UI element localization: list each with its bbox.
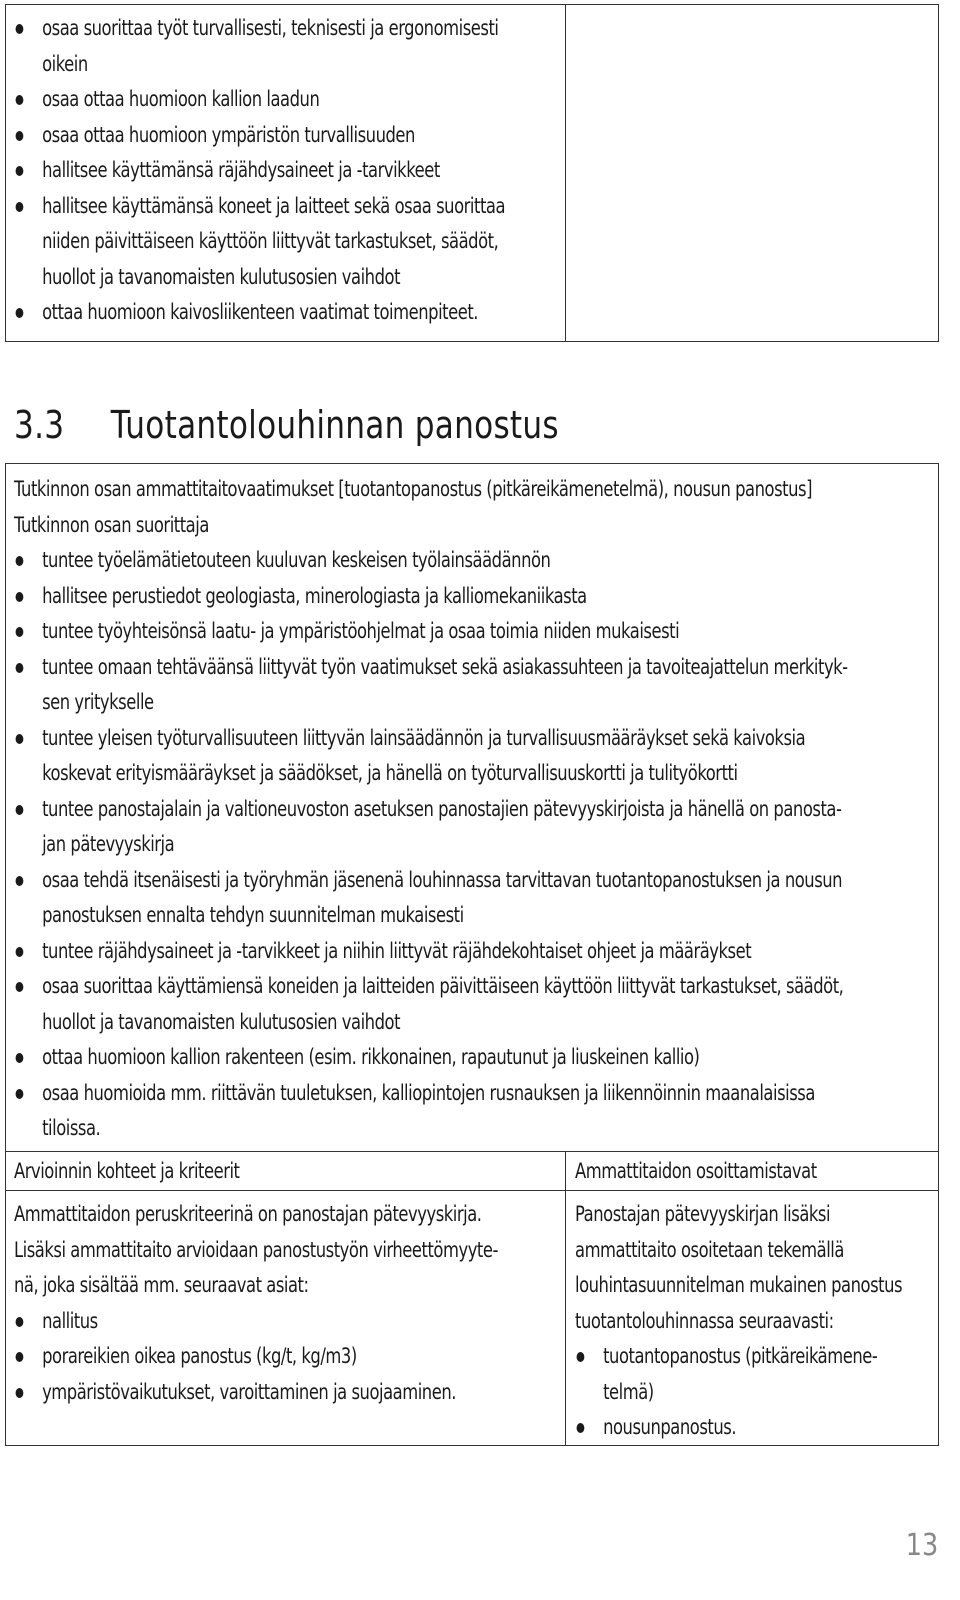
list-item-line: ottaa huomioon kaivosliikenteen vaatimat toimenpiteet. <box>42 300 479 324</box>
criteria-item <box>14 1375 498 1411</box>
list-item-line: ottaa huomioon kallion rakenteen (esim. rikkonainen, rapautunut ja liuskeinen kallio) <box>42 1045 700 1069</box>
top-list-item <box>14 118 505 154</box>
requirement-item <box>14 863 848 934</box>
text-line: Lisäksi ammattitaito arvioidaan panostustyön virheettömyyte- <box>14 1237 498 1262</box>
top-list-item <box>14 82 505 118</box>
main-table-row-divider-2 <box>5 1190 939 1191</box>
top-list-block <box>14 11 505 331</box>
list-item-line: osaa ottaa huomioon kallion laadun <box>42 87 320 111</box>
list-item-line: osaa ottaa huomioon ympäristön turvallisuuden <box>42 122 415 147</box>
requirement-item <box>14 1040 848 1076</box>
text-line: louhintasuunnitelman mukainen panostus <box>575 1273 903 1297</box>
bullet-icon <box>16 1089 24 1099</box>
bullet-icon <box>16 805 24 815</box>
bullet-icon <box>16 166 24 176</box>
list-item-line: tuntee työelämätietouteen kuuluvan keskeisen työlainsäädännön <box>42 548 551 572</box>
list-item-line: tuntee yleisen työturvallisuuteen liittyvän lainsäädännön ja turvallisuusmääräykset sekä kaivoksia <box>42 725 806 750</box>
criteria-item <box>14 1304 498 1340</box>
list-item-line: panostuksen ennalta tehdyn suunnitelman mukaisesti <box>42 903 464 927</box>
list-item-line: jan pätevyyskirja <box>42 832 175 856</box>
list-item-line: niiden päivittäiseen käyttöön liittyvät tarkastukset, säädöt, <box>42 229 499 253</box>
criteria-list <box>14 1304 498 1411</box>
bullet-icon <box>16 556 24 566</box>
requirement-item <box>14 650 848 721</box>
requirements-list <box>14 543 848 1147</box>
list-item-line: osaa tehdä itsenäisesti ja työryhmän jäsenenä louhinnassa tarvittavan tuotantopanostuksen ja nousun <box>42 867 843 892</box>
section-title: Tuotantolouhinnan panostus <box>110 403 559 447</box>
list-item-line: osaa huomioida mm. riittävän tuuletuksen, kalliopintojen rusnauksen ja liikennöinnin maanalaisissa <box>42 1080 815 1105</box>
section-heading <box>14 400 559 450</box>
requirement-item <box>14 934 848 970</box>
requirements-intro: Tutkinnon osan suorittaja <box>14 512 209 537</box>
requirements-block <box>14 472 848 1147</box>
requirement-item <box>14 614 848 650</box>
bullet-icon <box>16 24 24 34</box>
requirement-item <box>14 721 848 792</box>
main-table-row-divider-1 <box>5 1151 939 1152</box>
requirement-item <box>14 792 848 863</box>
top-list-item <box>14 153 505 189</box>
requirement-item <box>14 579 848 615</box>
bullet-icon <box>16 202 24 212</box>
list-item-line: tuntee työyhteisönsä laatu- ja ympäristöohjelmat ja osaa toimia niiden mukaisesti <box>42 619 680 643</box>
list-item-line: ympäristövaikutukset, varoittaminen ja suojaaminen. <box>42 1379 456 1404</box>
list-item-line: huollot ja tavanomaisten kulutusosien vaihdot <box>42 1009 401 1034</box>
requirement-item <box>14 543 848 579</box>
text-line: nä, joka sisältää mm. seuraavat asiat: <box>14 1273 309 1297</box>
list-item-line: koskevat erityismääräykset ja säädökset, ja hänellä on työturvallisuuskortti ja tulityökortti <box>42 761 738 785</box>
list-item-line: nousunpanostus. <box>603 1415 737 1439</box>
bullet-icon <box>16 734 24 744</box>
bullet-icon <box>16 308 24 318</box>
methods-title: Ammattitaidon osoittamistavat <box>575 1159 817 1183</box>
top-table-divider <box>565 4 566 342</box>
methods-list <box>575 1339 902 1446</box>
list-item-line: huollot ja tavanomaisten kulutusosien vaihdot <box>42 264 401 289</box>
main-table-col-divider <box>565 1151 566 1446</box>
criteria-item <box>14 1339 498 1375</box>
bullet-icon <box>16 663 24 673</box>
page-number: 13 <box>905 1528 938 1563</box>
criteria-title: Arvioinnin kohteet ja kriteerit <box>14 1159 240 1183</box>
bullet-icon <box>577 1352 585 1362</box>
requirement-item <box>14 969 848 1040</box>
top-list-item <box>14 295 505 331</box>
list-item-line: tuotantopanostus (pitkäreikämene- <box>603 1344 878 1368</box>
top-list <box>14 11 505 331</box>
requirements-heading <box>14 472 848 508</box>
bullet-icon <box>16 592 24 602</box>
text-line: ammattitaito osoitetaan tekemällä <box>575 1237 844 1262</box>
list-item-line: hallitsee käyttämänsä koneet ja laitteet sekä osaa suorittaa <box>42 193 506 218</box>
list-item-line: telmä) <box>603 1379 654 1404</box>
requirements-title: Tutkinnon osan ammattitaitovaatimukset <box>14 477 334 501</box>
list-item-line: tuntee omaan tehtäväänsä liittyvät työn vaatimukset sekä asiakassuhteen ja tavoiteajattelun merkityk- <box>42 654 848 679</box>
text-line: tuotantolouhinnassa seuraavasti: <box>575 1308 834 1333</box>
section-number: 3.3 <box>14 403 65 447</box>
bullet-icon <box>16 982 24 992</box>
text-line: Ammattitaidon peruskriteerinä on panostajan pätevyyskirja. <box>14 1202 482 1226</box>
list-item-line: osaa suorittaa käyttämiensä koneiden ja laitteiden päivittäiseen käyttöön liittyvät tarkastukset, säädöt, <box>42 974 844 998</box>
bullet-icon <box>577 1423 585 1433</box>
list-item-line: oikein <box>42 51 88 76</box>
list-item-line: tuntee räjähdysaineet ja -tarvikkeet ja niihin liittyvät räjähdekohtaiset ohjeet ja määräykset <box>42 938 752 963</box>
list-item-line: osaa suorittaa työt turvallisesti, teknisesti ja ergonomisesti <box>42 16 499 40</box>
bullet-icon <box>16 1053 24 1063</box>
bullet-icon <box>16 1317 24 1327</box>
list-item-line: hallitsee perustiedot geologiasta, minerologiasta ja kalliomekaniikasta <box>42 583 587 608</box>
bullet-icon <box>16 95 24 105</box>
bullet-icon <box>16 627 24 637</box>
criteria-block <box>14 1197 498 1410</box>
bullet-icon <box>16 1388 24 1398</box>
requirements-bracket: [tuotantopanostus (pitkäreikämenetelmä), nousun panostus] <box>338 477 813 501</box>
bullet-icon <box>16 131 24 141</box>
bullet-icon <box>16 947 24 957</box>
list-item-line: nallitus <box>42 1308 98 1333</box>
list-item-line: tiloissa. <box>42 1116 101 1140</box>
text-line: Panostajan pätevyyskirjan lisäksi <box>575 1202 831 1226</box>
bullet-icon <box>16 1352 24 1362</box>
list-item-line: porareikien oikea panostus (kg/t, kg/m3) <box>42 1344 357 1368</box>
requirement-item <box>14 1076 848 1147</box>
list-item-line: sen yritykselle <box>42 690 154 714</box>
methods-item <box>575 1339 902 1410</box>
methods-item <box>575 1410 902 1446</box>
top-list-item <box>14 189 505 296</box>
list-item-line: tuntee panostajalain ja valtioneuvoston asetuksen panostajien pätevyyskirjoista ja hänellä on panosta- <box>42 796 842 821</box>
list-item-line: hallitsee käyttämänsä räjähdysaineet ja -tarvikkeet <box>42 158 440 182</box>
bullet-icon <box>16 876 24 886</box>
methods-text <box>575 1197 902 1339</box>
top-list-item <box>14 11 505 82</box>
methods-block <box>575 1197 902 1446</box>
criteria-text <box>14 1197 498 1304</box>
